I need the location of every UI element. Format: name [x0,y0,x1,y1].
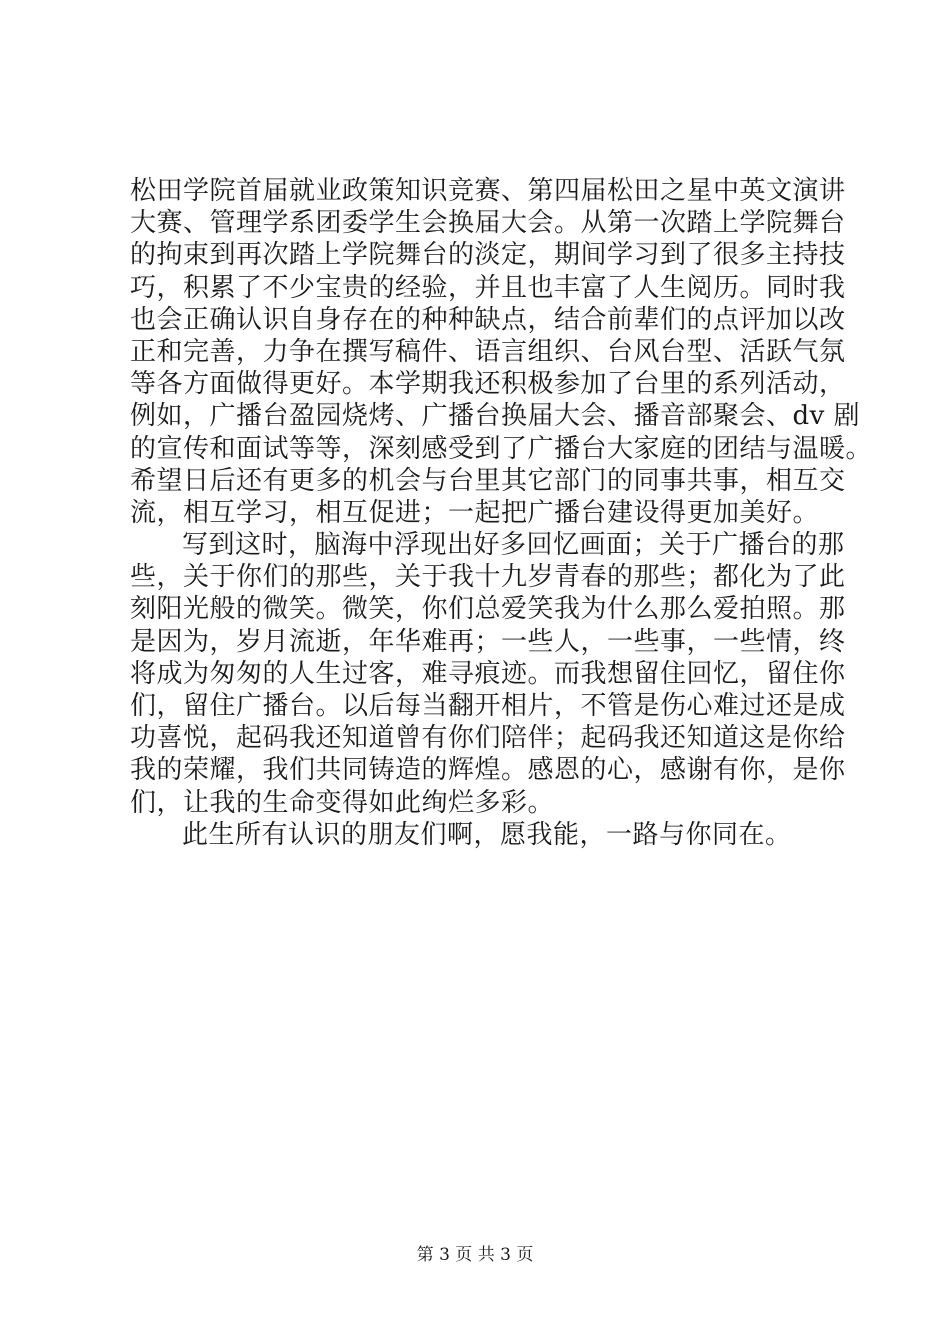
text-line: 大赛、管理学系团委学生会换届大会。从第一次踏上学院舞台 [130,208,846,239]
page-footer: 第 3 页 共 3 页 [416,1245,534,1265]
paragraph-start-line: 写到这时，脑海中浮现出好多回忆画面；关于广播台的那 [182,530,845,561]
text-line: 些，关于你们的那些，关于我十九岁青春的那些；都化为了此 [130,562,846,593]
text-line: 是因为，岁月流逝，年华难再；一些人，一些事，一些情，终 [130,626,846,657]
text-line: 松田学院首届就业政策知识竞赛、第四届松田之星中英文演讲 [130,176,846,206]
text-line: 例如，广播台盈园烧烤、广播台换届大会、播音部聚会、dv 剧 [130,401,861,432]
paragraph-start-line: 此生所有认识的朋友们啊，愿我能，一路与你同在。 [182,819,792,850]
text-line: 希望日后还有更多的机会与台里其它部门的同事共事，相互交 [130,465,846,496]
text-line: 巧，积累了不少宝贵的经验，并且也丰富了人生阅历。同时我 [130,272,846,303]
text-line: 也会正确认识自身存在的种种缺点，结合前辈们的点评加以改 [130,304,846,335]
text-line: 流，相互学习，相互促进；一起把广播台建设得更加美好。 [130,497,820,528]
text-line: 我的荣耀，我们共同铸造的辉煌。感恩的心，感谢有你，是你 [130,755,846,786]
text-line: 功喜悦，起码我还知道曾有你们陪伴；起码我还知道这是你给 [130,723,846,754]
text-line: 的宣传和面试等等，深刻感受到了广播台大家庭的团结与温暖。 [130,433,873,464]
text-line: 们，让我的生命变得如此绚烂多彩。 [130,787,555,818]
text-line: 的拘束到再次踏上学院舞台的淡定，期间学习到了很多主持技 [130,240,846,271]
text-line: 等各方面做得更好。本学期我还积极参加了台里的系列活动， [130,369,846,400]
text-line: 刻阳光般的微笑。微笑，你们总爱笑我为什么那么爱拍照。那 [130,594,846,625]
text-line: 正和完善，力争在撰写稿件、语言组织、台风台型、活跃气氛 [130,336,846,367]
document-body [130,175,873,851]
text-line: 们，留住广播台。以后每当翻开相片，不管是伤心难过还是成 [130,691,846,721]
text-line: 将成为匆匆的人生过客，难寻痕迹。而我想留住回忆，留住你 [130,658,846,689]
